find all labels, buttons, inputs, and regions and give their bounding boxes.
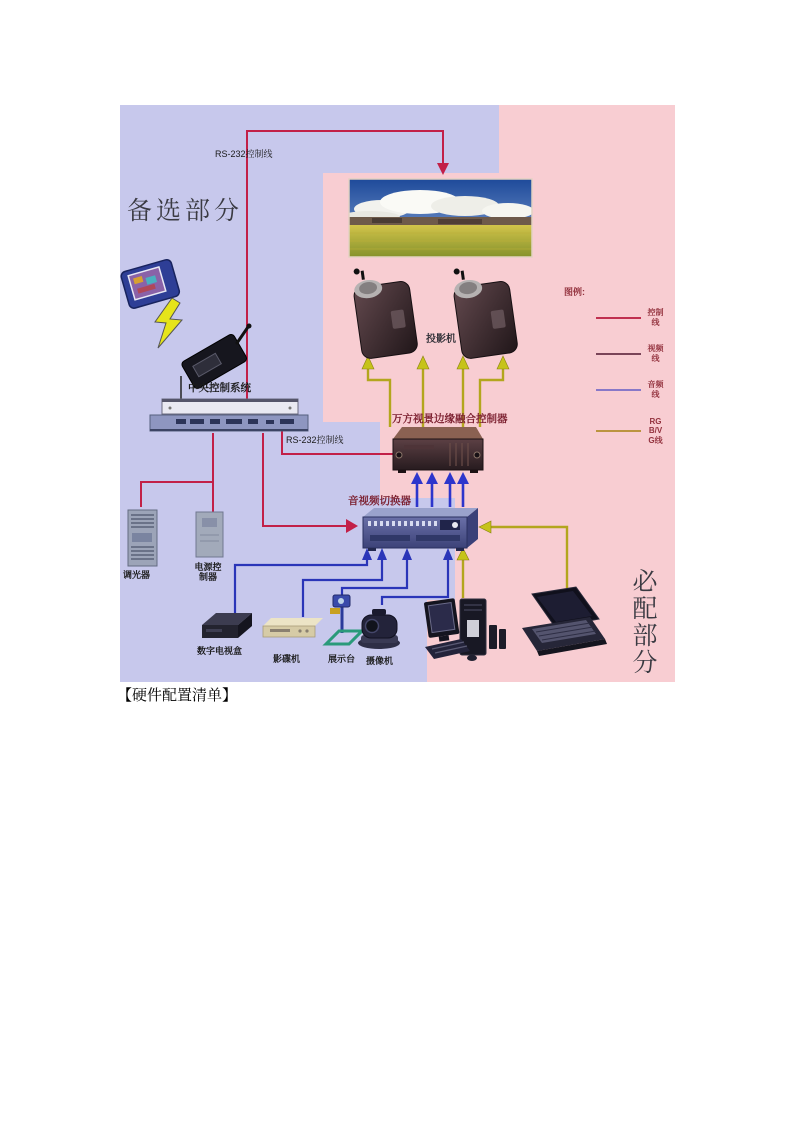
legend-item-video xyxy=(596,344,664,363)
edge-blender-device xyxy=(393,427,483,473)
legend-item-rgb xyxy=(596,417,664,446)
dimmer-label: 调光器 xyxy=(123,570,151,580)
control-wire-dimmer-power xyxy=(141,433,213,513)
legend-label: 视频线 xyxy=(647,344,664,363)
projector-1 xyxy=(350,262,418,360)
legend-label: 控制线 xyxy=(647,308,664,327)
legend-title: 图例: xyxy=(564,287,585,297)
power-controller-label: 电源控制器 xyxy=(194,562,222,583)
tv-box-device xyxy=(202,613,252,638)
legend-label: RGB/VG线 xyxy=(648,416,663,445)
rgb-line-swatch xyxy=(596,430,641,432)
rgb-wire-proj1a xyxy=(368,368,390,427)
av-switcher-device xyxy=(363,508,478,551)
hardware-list-caption: 【硬件配置清单】 xyxy=(117,688,238,704)
rs232-mid-label: RS-232控制线 xyxy=(286,435,344,445)
wireless-receiver xyxy=(181,324,252,390)
camera-wire xyxy=(382,559,448,605)
legend xyxy=(564,285,664,462)
laptop xyxy=(522,587,607,656)
projector-2 xyxy=(450,262,518,360)
desktop-pc xyxy=(424,598,506,661)
system-diagram xyxy=(120,105,675,682)
central-control-device xyxy=(150,399,308,431)
presenter-device xyxy=(326,595,362,644)
presenter-label: 展示台 xyxy=(328,654,356,664)
audio-line-swatch xyxy=(596,389,641,391)
edge-blender-label: 万方视景边缘融合控制器 xyxy=(392,413,508,425)
presenter-wire xyxy=(342,559,407,610)
power-controller-device xyxy=(196,512,223,557)
dvd-player-label: 影碟机 xyxy=(273,654,301,664)
laptop-rgb-wire xyxy=(491,527,567,588)
rs232-top-label: RS-232控制线 xyxy=(215,149,273,159)
switcher-to-blender-arrows xyxy=(417,483,463,507)
legend-label: 音频线 xyxy=(647,380,664,399)
control-wire-to-switcher xyxy=(263,433,346,526)
switcher-to-blender-arrowheads xyxy=(411,472,469,484)
control-line-swatch xyxy=(596,317,641,319)
wireless-lightning-icon xyxy=(155,298,182,348)
control-arrow-down-icon xyxy=(437,163,449,175)
control-wire-to-screen xyxy=(247,131,443,400)
camera-label: 摄像机 xyxy=(366,656,394,666)
projection-screen xyxy=(340,179,534,257)
dvd-player-device xyxy=(263,618,323,637)
projector-label: 投影机 xyxy=(426,334,456,345)
optional-section-title: 备选部分 xyxy=(127,197,244,225)
legend-item-control xyxy=(596,308,664,327)
dimmer-device xyxy=(128,510,157,566)
legend-item-audio xyxy=(596,380,664,399)
camera-device xyxy=(358,609,400,649)
av-switcher-label: 音视频切换器 xyxy=(348,495,411,507)
required-section-title: 必配部分 xyxy=(629,568,657,676)
tv-box-label: 数字电视盒 xyxy=(197,646,243,656)
control-arrow-right-icon xyxy=(346,519,358,533)
video-line-swatch xyxy=(596,353,641,355)
central-control-label: 中央控制系统 xyxy=(188,382,251,394)
